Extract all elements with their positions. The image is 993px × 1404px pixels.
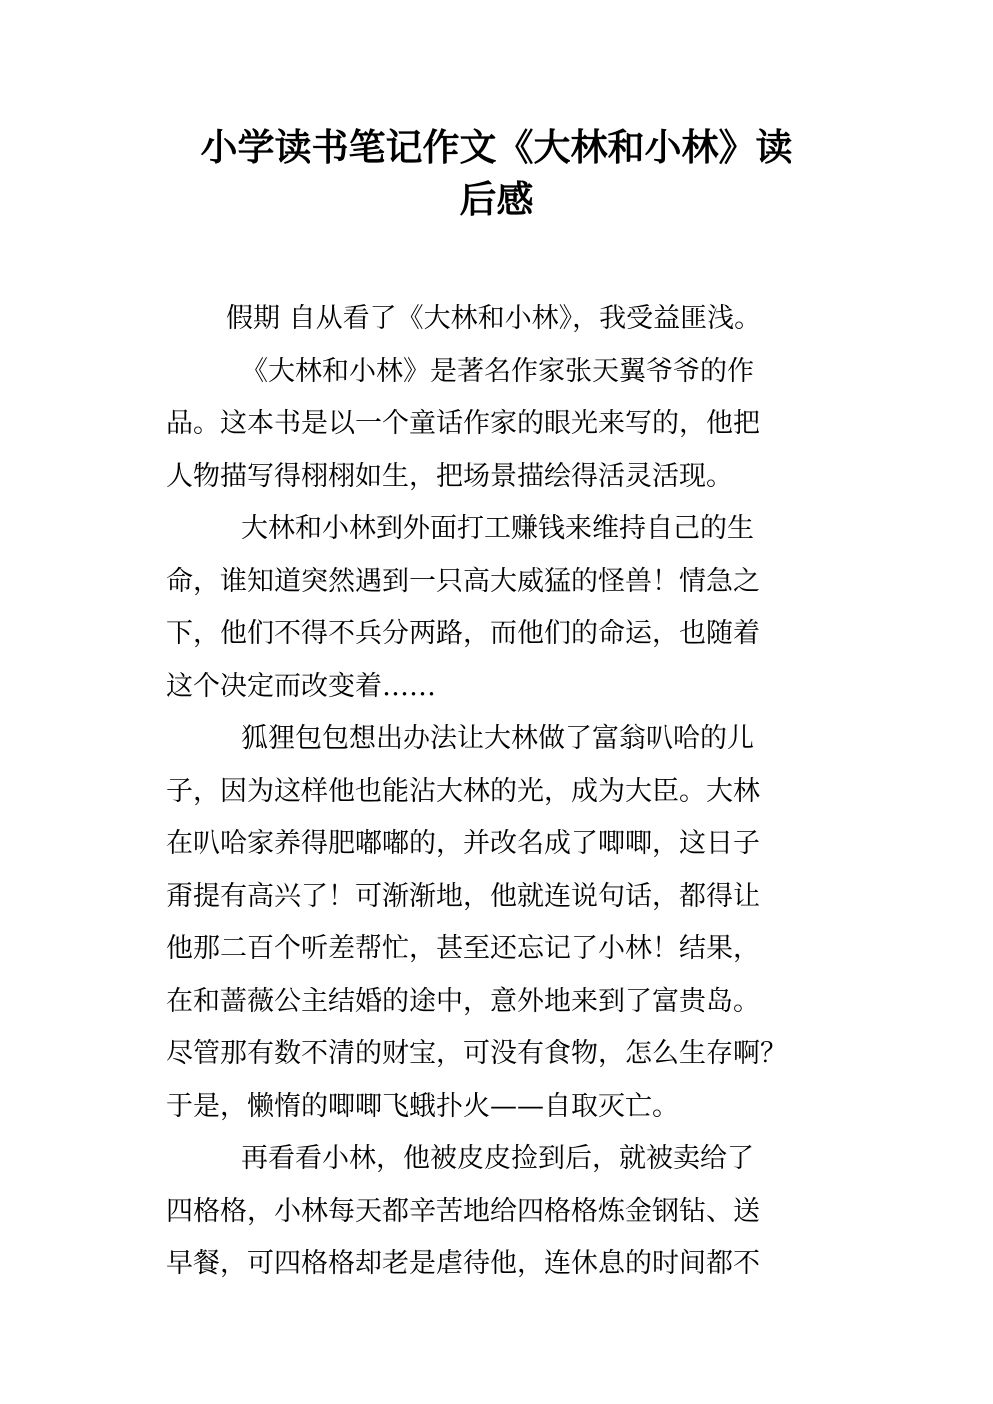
document-title-line-2: 后感 <box>459 178 534 221</box>
body-line: 假期 自从看了《大林和小林》，我受益匪浅。 <box>226 303 762 334</box>
body-line: 他那二百个听差帮忙，甚至还忘记了小林！结果， <box>166 933 760 964</box>
body-line: 《大林和小林》是著名作家张天翼爷爷的作 <box>241 355 754 387</box>
body-line: 在和蔷薇公主结婚的途中，意外地来到了富贵岛。 <box>166 985 760 1017</box>
document-body <box>166 293 846 1291</box>
body-line: 狐狸包包想出办法让大林做了富翁叭哈的儿 <box>241 723 754 754</box>
body-line: 品。这本书是以一个童话作家的眼光来写的，他把 <box>166 408 760 439</box>
body-line: 这个决定而改变着…… <box>166 670 436 702</box>
body-line: 甭提有高兴了！可渐渐地，他就连说句话，都得让 <box>166 880 760 912</box>
body-line: 早餐，可四格格却老是虐待他，连休息的时间都不 <box>166 1248 760 1279</box>
body-line: 人物描写得栩栩如生，把场景描绘得活灵活现。 <box>166 460 733 492</box>
body-line: 命，谁知道突然遇到一只高大威猛的怪兽！情急之 <box>166 565 760 597</box>
body-line: 大林和小林到外面打工赚钱来维持自己的生 <box>241 513 754 544</box>
body-line: 在叭哈家养得肥嘟嘟的，并改名成了唧唧，这日子 <box>166 828 760 859</box>
body-line: 再看看小林，他被皮皮捡到后，就被卖给了 <box>241 1143 754 1174</box>
body-line: 尽管那有数不清的财宝，可没有食物，怎么生存啊？ <box>166 1038 787 1069</box>
body-line: 四格格，小林每天都辛苦地给四格格炼金钢钻、送 <box>166 1195 760 1227</box>
body-line: 下，他们不得不兵分两路，而他们的命运，也随着 <box>166 618 760 649</box>
document-title-line-1: 小学读书笔记作文《大林和小林》读 <box>200 126 793 169</box>
body-line: 于是，懒惰的唧唧飞蛾扑火——自取灭亡。 <box>166 1090 679 1122</box>
body-line: 子，因为这样他也能沾大林的光，成为大臣。大林 <box>166 775 760 807</box>
